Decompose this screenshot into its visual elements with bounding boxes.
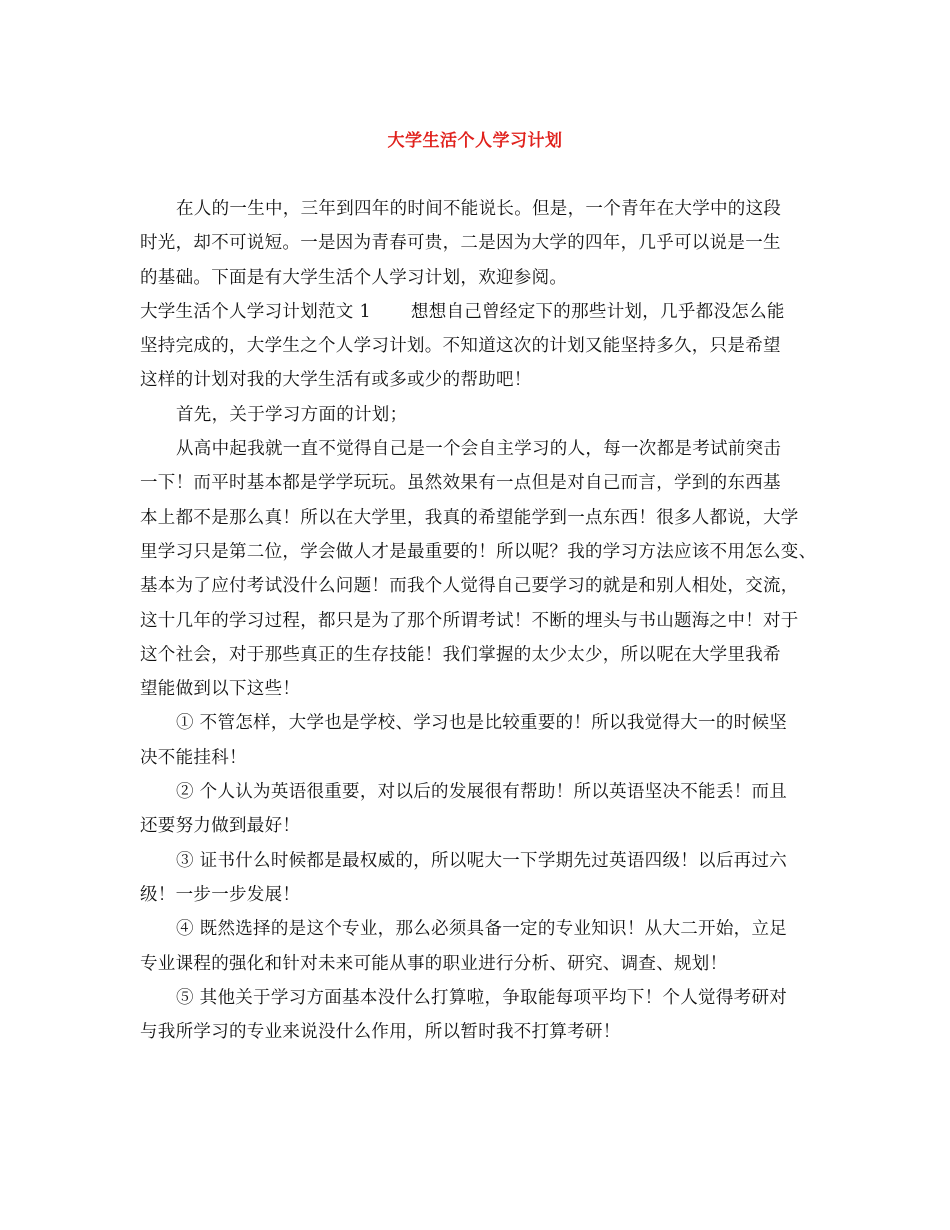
text-line: 这个社会，对于那些真正的生存技能！我们掌握的太少太少，所以呢在大学里我希 bbox=[140, 644, 781, 665]
text-line: 决不能挂科！ bbox=[140, 747, 247, 768]
list-item-line: ④ 既然选择的是这个专业，那么必须具备一定的专业知识！从大二开始，立足 bbox=[176, 919, 788, 940]
text-line: 本上都不是那么真！所以在大学里，我真的希望能学到一点东西！很多人都说，大学 bbox=[140, 507, 799, 528]
text-line: 时光，却不可说短。一是因为青春可贵，二是因为大学的四年，几乎可以说是一生 bbox=[140, 233, 781, 254]
text-line: 基本为了应付考试没什么问题！而我个人觉得自己要学习的就是和别人相处，交流， bbox=[140, 576, 799, 597]
list-item-line: ③ 证书什么时候都是最权威的，所以呢大一下学期先过英语四级！以后再过六 bbox=[176, 850, 788, 871]
text-line: 这样的计划对我的大学生活有或多或少的帮助吧！ bbox=[140, 370, 532, 391]
text-line: 望能做到以下这些！ bbox=[140, 679, 301, 700]
text-line: 这十几年的学习过程，都只是为了那个所谓考试！不断的埋头与书山题海之中！对于 bbox=[140, 610, 799, 631]
text-line: 与我所学习的专业来说没什么作用，所以暂时我不打算考研！ bbox=[140, 1022, 621, 1043]
text-line: 专业课程的强化和针对未来可能从事的职业进行分析、研究、调查、规划！ bbox=[140, 953, 728, 974]
text-line: 还要努力做到最好！ bbox=[140, 816, 301, 837]
list-item-line: ② 个人认为英语很重要，对以后的发展很有帮助！所以英语坚决不能丢！而且 bbox=[176, 782, 788, 803]
text-line-rest: 想想自己曾经定下的那些计划，几乎都没怎么能 bbox=[410, 301, 785, 322]
document-body bbox=[140, 192, 825, 1049]
section-heading-line bbox=[140, 295, 825, 329]
text-line: 里学习只是第二位，学会做人才是最重要的！所以呢？我的学习方法应该不用怎么变、 bbox=[140, 541, 817, 562]
text-line: 一下！而平时基本都是学学玩玩。虽然效果有一点但是对自己而言，学到的东西基 bbox=[140, 473, 781, 494]
text-line: 首先，关于学习方面的计划； bbox=[176, 404, 408, 425]
text-line: 的基础。下面是有大学生活个人学习计划，欢迎参阅。 bbox=[140, 267, 568, 288]
document-title: 大学生活个人学习计划 bbox=[387, 131, 563, 151]
text-line: 级！一步一步发展！ bbox=[140, 884, 301, 905]
list-item-line: ① 不管怎样，大学也是学校、学习也是比较重要的！所以我觉得大一的时候坚 bbox=[176, 713, 788, 734]
section-heading: 大学生活个人学习计划范文 1 bbox=[140, 301, 371, 322]
text-line: 从高中起我就一直不觉得自己是一个会自主学习的人，每一次都是考试前突击 bbox=[176, 439, 782, 460]
text-line: 坚持完成的，大学生之个人学习计划。不知道这次的计划又能坚持多久，只是希望 bbox=[140, 336, 781, 357]
text-line: 在人的一生中，三年到四年的时间不能说长。但是，一个青年在大学中的这段 bbox=[176, 199, 782, 219]
list-item-line: ⑤ 其他关于学习方面基本没什么打算啦，争取能每项平均下！个人觉得考研对 bbox=[176, 987, 788, 1008]
